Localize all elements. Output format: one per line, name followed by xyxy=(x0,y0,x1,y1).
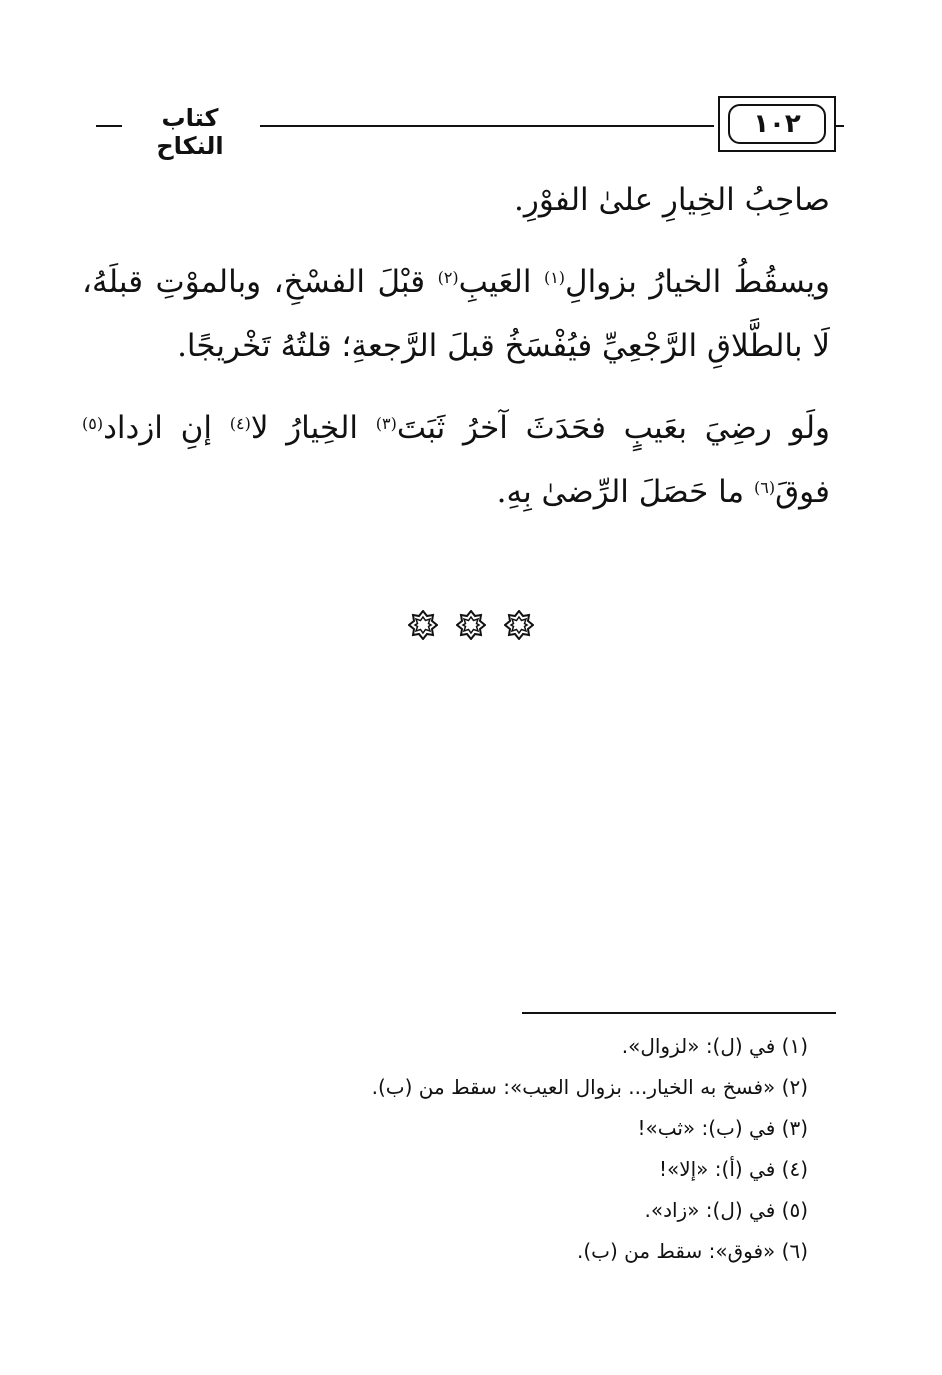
page-header xyxy=(96,96,836,166)
footnote-marker: (١) xyxy=(543,268,566,287)
octagram-star-icon xyxy=(454,608,488,642)
footnote-marker: (٥) xyxy=(82,414,104,433)
page-number: ١٠٢ xyxy=(728,104,826,144)
footnote-marker: (٤) xyxy=(229,414,251,433)
footnote: (٤) في (أ): «إلا»! xyxy=(658,1157,808,1181)
text-segment: قبْلَ الفسْخِ، وبالموْتِ قبلَهُ، لَا بالطَّلاقِ الرَّجْعِيِّ فيُفْسَخُ قبلَ الرَّجعةِ؛ قلتُهُ تَخْريجًا. xyxy=(82,264,830,364)
header-rule-right xyxy=(836,125,844,127)
footnote-marker: (٣) xyxy=(375,414,397,433)
text-segment: ولَو رضِيَ بعَيبٍ فحَدَثَ آخرُ ثَبَتَ xyxy=(396,410,830,446)
header-rule xyxy=(260,125,714,127)
book-title: كتاب النكاح xyxy=(156,104,224,160)
footnote-separator xyxy=(522,1012,836,1014)
text-segment: صاحِبُ الخِيارِ علىٰ الفوْرِ. xyxy=(514,182,830,218)
footnote: (٣) في (ب): «ثب»! xyxy=(637,1116,808,1140)
paragraph xyxy=(82,168,830,232)
footnote: (٥) في (ل): «زاد». xyxy=(644,1198,808,1222)
header-rule-left xyxy=(96,125,122,127)
footnotes xyxy=(300,1026,808,1272)
footnote-marker: (٢) xyxy=(437,268,459,287)
text-segment: العَيبِ xyxy=(458,264,544,300)
paragraph xyxy=(82,250,830,378)
main-text xyxy=(82,168,830,542)
text-segment: إنِ ازداد xyxy=(103,410,230,446)
page-number-frame xyxy=(718,96,836,152)
footnote-marker: (٦) xyxy=(754,478,776,497)
footnote: (٢) «فسخ به الخيار... بزوال العيب»: سقط من (ب). xyxy=(371,1075,808,1099)
text-segment: ويسقُطُ الخيارُ بزوالِ xyxy=(565,264,831,300)
text-segment: ما حَصَلَ الرِّضىٰ بِهِ. xyxy=(496,474,755,510)
paragraph xyxy=(82,396,830,524)
text-segment: الخِيارُ لا xyxy=(250,410,376,446)
octagram-star-icon xyxy=(502,608,536,642)
octagram-star-icon xyxy=(406,608,440,642)
footnote: (٦) «فوق»: سقط من (ب). xyxy=(576,1239,808,1263)
text-segment: فوقَ xyxy=(775,474,830,510)
footnote: (١) في (ل): «لزوال». xyxy=(621,1034,808,1058)
section-divider-ornament xyxy=(0,608,942,642)
